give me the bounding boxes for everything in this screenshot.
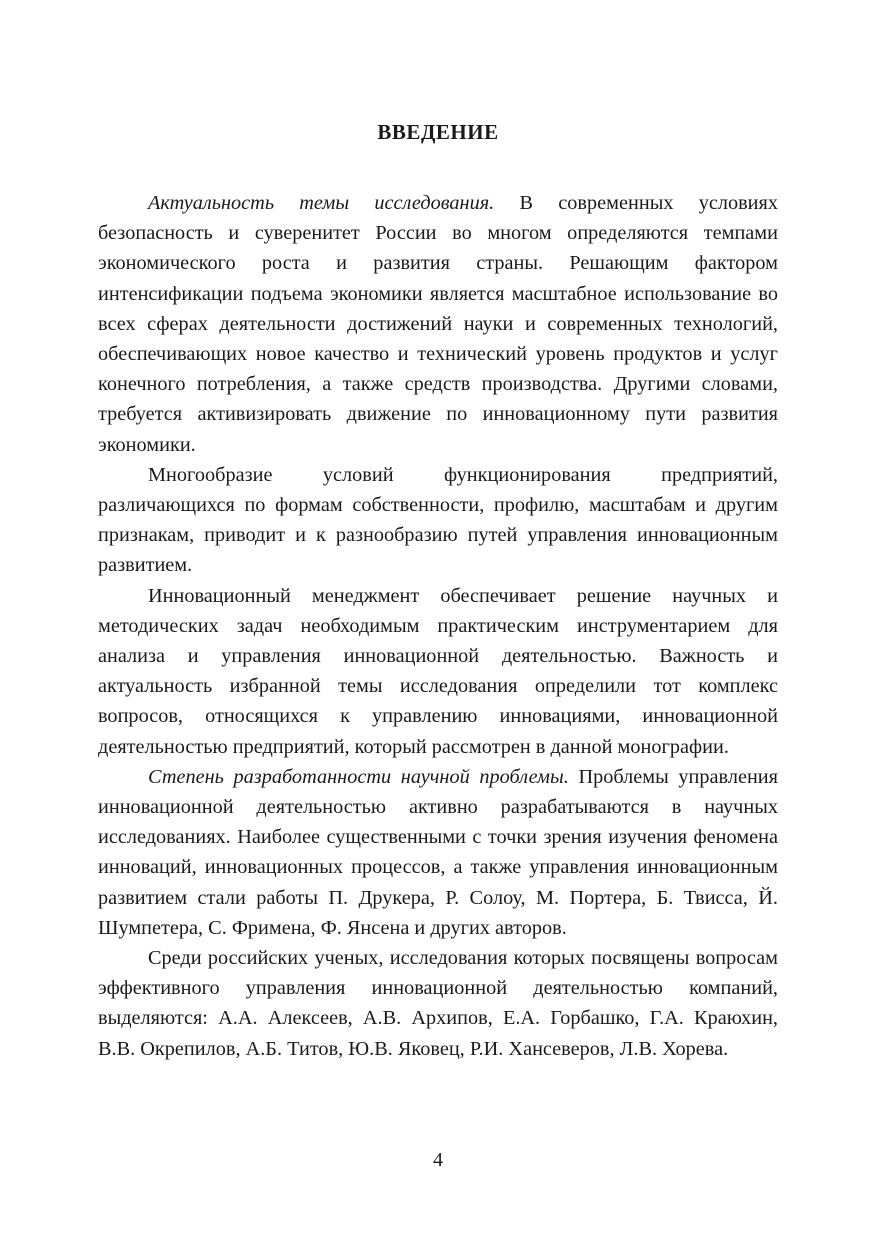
paragraph-conditions (98, 460, 778, 581)
paragraph-text: Проблемы управления инновационной деятельностью активно разрабатываются в научных исследованиях. Наиболее существенными с точки зрения изучения феномена инноваций, инновационных процессов, а также управления инновационным развитием стали работы П. Друкера, Р. Солоу, М. Портера, Б. Твисса, Й. Шумпетера, С. Фримена, Ф. Янсена и других авторов. (98, 765, 778, 939)
paragraph-innovation-management (98, 581, 778, 762)
paragraph-text: Инновационный менеджмент обеспечивает решение научных и методических задач необходимым практическим инструментарием для анализа и управления инновационной деятельностью. Важность и актуальность избранной темы исследования определили тот комплекс вопросов, относящихся к управлению инновациями, инновационной деятельностью предприятий, который рассмотрен в данной монографии. (98, 584, 778, 758)
paragraph-lead-italic: Степень разработанности научной проблемы. (148, 765, 569, 788)
paragraph-text: В современных условиях безопасность и суверенитет России во многом определяются темпами экономического роста и развития страны. Решающим фактором интенсификации подъема экономики является масштабное использование во всех сферах деятельности достижений науки и современных технологий, обеспечивающих новое качество и технический уровень продуктов и услуг конечного потребления, а также средств производства. Другими словами, требуется активизировать движение по инновационному пути развития экономики. (98, 192, 779, 456)
paragraph-russian-scholars (98, 943, 778, 1064)
document-body (98, 188, 778, 1064)
page-title: ВВЕДЕНИЕ (377, 120, 499, 144)
paragraph-relevance (98, 188, 778, 460)
page-number: 4 (433, 1149, 443, 1171)
paragraph-text: Многообразие условий функционирования предприятий, различающихся по формам собственности, профилю, масштабам и другим признакам, приводит и к разнообразию путей управления инновационным развитием. (98, 463, 778, 577)
paragraph-text: Среди российских ученых, исследования которых посвящены вопросам эффективного управления инновационной деятельностью компаний, выделяются: А.А. Алексеев, А.В. Архипов, Е.А. Горбашко, Г.А. Краюхин, В.В. Окрепилов, А.Б. Титов, Ю.В. Яковец, Р.И. Хансеверов, Л.В. Хорева. (98, 947, 778, 1060)
paragraph-degree-of-development (98, 762, 778, 943)
paragraph-lead-italic: Актуальность темы исследования. (148, 192, 495, 214)
